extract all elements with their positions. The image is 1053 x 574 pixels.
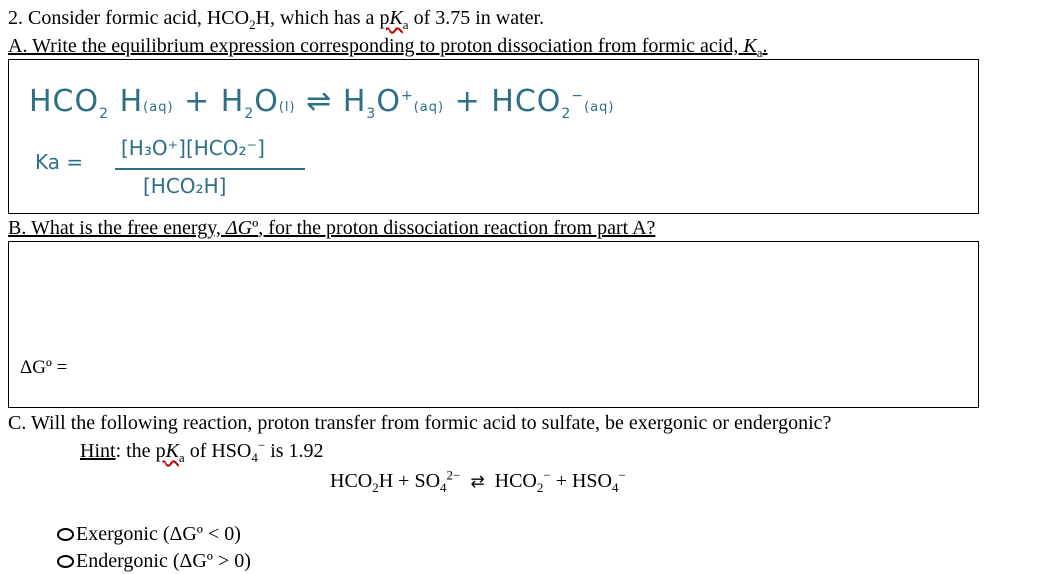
pka-a: a bbox=[402, 17, 409, 32]
part-a-k: K bbox=[743, 35, 757, 57]
hint-pka-k: K bbox=[165, 440, 179, 462]
rxn-formate-sub: 2 bbox=[536, 480, 544, 495]
part-a-end: . bbox=[762, 35, 768, 57]
hint-mid: of HSO bbox=[184, 440, 252, 462]
q2-sub: 2 bbox=[249, 17, 256, 32]
question-2-text bbox=[8, 6, 544, 30]
rxn-formic-end: H + SO bbox=[378, 470, 441, 492]
rxn-hso-charge: − bbox=[618, 467, 626, 483]
part-a-answer-box[interactable] bbox=[8, 59, 979, 214]
part-b-answer-box[interactable] bbox=[8, 241, 979, 408]
rxn-formate-charge: − bbox=[543, 467, 551, 483]
equilibrium-arrow: ⇌ bbox=[295, 84, 343, 119]
ka-denominator: [HCO₂H] bbox=[143, 174, 227, 198]
radio-exergonic[interactable] bbox=[57, 528, 74, 541]
part-a-text: A. Write the equilibrium expression corresponding to proton dissociation from formic acid, bbox=[8, 35, 744, 57]
q2-text-post: of 3.75 in water. bbox=[408, 7, 545, 29]
reaction-equation bbox=[29, 84, 614, 122]
part-b-text-pre: B. What is the free energy, bbox=[8, 217, 226, 239]
hydronium-charge: + bbox=[400, 88, 414, 104]
formate-charge: − bbox=[571, 88, 585, 104]
hydronium-o: O bbox=[376, 84, 401, 119]
part-a-prompt bbox=[8, 34, 767, 58]
rxn-sulfate-sub: 4 bbox=[440, 480, 447, 495]
rxn-formate: HCO bbox=[494, 470, 537, 492]
water-state: (l) bbox=[278, 100, 296, 115]
formate-sub: 2 bbox=[561, 106, 572, 122]
hint-line bbox=[80, 439, 324, 463]
radio-endergonic[interactable] bbox=[57, 555, 74, 568]
rxn-hso-sub: 4 bbox=[612, 480, 619, 495]
ka-label: Ka = bbox=[35, 150, 84, 174]
option-exergonic[interactable] bbox=[57, 522, 241, 546]
pka-k: K bbox=[389, 7, 403, 29]
hint-pka-p: p bbox=[155, 440, 166, 462]
hint-sub: 4 bbox=[251, 450, 258, 465]
part-b-deg: º bbox=[252, 217, 259, 239]
water-o: O bbox=[254, 84, 279, 119]
part-b-prompt bbox=[8, 216, 655, 240]
part-b-text-post: , for the proton dissociation reaction from part A? bbox=[258, 217, 656, 239]
formate-hco: HCO bbox=[491, 84, 562, 119]
reactant-formic-sub: 2 bbox=[99, 106, 110, 122]
hint-pre: : the bbox=[115, 440, 156, 462]
formate-state: (aq) bbox=[584, 100, 615, 115]
ka-numerator: [H₃O⁺][HCO₂⁻] bbox=[121, 136, 265, 160]
part-a-sub: a bbox=[756, 45, 763, 60]
rxn-formic: HCO bbox=[330, 470, 373, 492]
q2-text-mid: H, which has a bbox=[255, 7, 380, 29]
part-c-prompt: C. Will the following reaction, proton transfer from formic acid to sulfate, be exergonic or endergonic? bbox=[8, 412, 832, 434]
part-b-dg: ΔG bbox=[225, 217, 253, 239]
plus-2: + bbox=[444, 84, 492, 119]
reactant-formic-h: H bbox=[109, 84, 144, 119]
hint-post: is 1.92 bbox=[265, 440, 324, 462]
plus-1: + bbox=[173, 84, 221, 119]
hint-pka bbox=[155, 440, 185, 465]
water-h: H bbox=[220, 84, 245, 119]
part-c-reaction bbox=[330, 469, 626, 494]
hint-label: Hint bbox=[80, 440, 116, 462]
rxn-formic-sub: 2 bbox=[372, 480, 379, 495]
hydronium-h: H bbox=[342, 84, 367, 119]
hint-sup: − bbox=[257, 437, 266, 453]
water-sub: 2 bbox=[244, 106, 255, 122]
reactant-formic-state: (aq) bbox=[143, 100, 174, 115]
pka-term bbox=[379, 7, 409, 32]
hydronium-state: (aq) bbox=[413, 100, 445, 115]
rxn-plus-hso: + HSO bbox=[550, 470, 612, 492]
q2-text-pre: Consider formic acid, HCO bbox=[23, 7, 250, 29]
option-endergonic-label: Endergonic (ΔGº > 0) bbox=[76, 550, 251, 572]
question-number: 2. bbox=[8, 7, 23, 29]
option-exergonic-label: Exergonic (ΔGº < 0) bbox=[76, 523, 241, 545]
hydronium-sub: 3 bbox=[366, 106, 377, 122]
option-endergonic[interactable] bbox=[57, 549, 251, 573]
pka-p: p bbox=[379, 7, 390, 29]
rxn-arrow: ⇄ bbox=[470, 472, 485, 492]
delta-g-label: ΔGº = bbox=[20, 357, 68, 378]
reactant-formic: HCO bbox=[29, 84, 100, 119]
rxn-sulfate-charge: 2− bbox=[446, 467, 461, 483]
hint-pka-a: a bbox=[178, 450, 185, 465]
fraction-bar bbox=[115, 168, 305, 170]
